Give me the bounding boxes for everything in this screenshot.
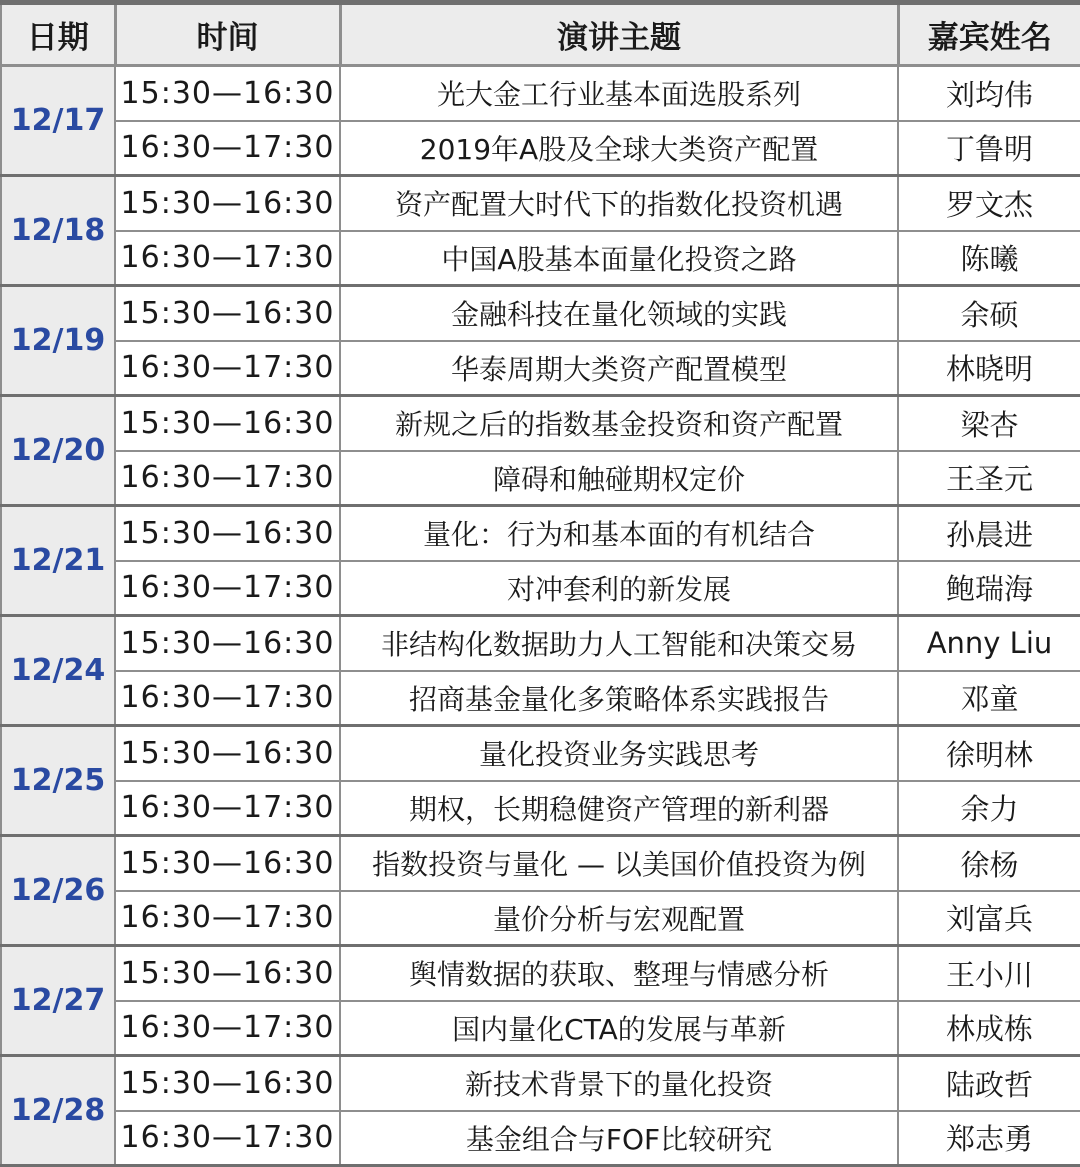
session-topic: 2019年A股及全球大类资产配置 <box>340 121 898 176</box>
table-row <box>1 561 1080 616</box>
table-row <box>1 396 1080 451</box>
session-speaker: 刘富兵 <box>898 891 1080 946</box>
session-topic: 资产配置大时代下的指数化投资机遇 <box>340 176 898 231</box>
session-speaker: Anny Liu <box>898 616 1080 671</box>
session-topic: 量化：行为和基本面的有机结合 <box>340 506 898 561</box>
session-speaker: 丁鲁明 <box>898 121 1080 176</box>
session-speaker: 梁杏 <box>898 396 1080 451</box>
table-row <box>1 891 1080 946</box>
table-row <box>1 286 1080 341</box>
session-topic: 新技术背景下的量化投资 <box>340 1056 898 1111</box>
header-date: 日期 <box>1 3 115 66</box>
session-date: 12/27 <box>1 946 115 1056</box>
table-row <box>1 726 1080 781</box>
session-time: 15:30—16:30 <box>115 1056 340 1111</box>
table-row <box>1 176 1080 231</box>
header-row <box>1 3 1080 66</box>
session-speaker: 孙晨进 <box>898 506 1080 561</box>
session-time: 15:30—16:30 <box>115 616 340 671</box>
session-topic: 非结构化数据助力人工智能和决策交易 <box>340 616 898 671</box>
table-row <box>1 671 1080 726</box>
session-time: 15:30—16:30 <box>115 286 340 341</box>
table-row <box>1 506 1080 561</box>
session-speaker: 郑志勇 <box>898 1111 1080 1166</box>
session-topic: 金融科技在量化领域的实践 <box>340 286 898 341</box>
session-time: 16:30—17:30 <box>115 121 340 176</box>
session-time: 16:30—17:30 <box>115 671 340 726</box>
table-row <box>1 121 1080 176</box>
table-row <box>1 66 1080 121</box>
session-topic: 指数投资与量化 — 以美国价值投资为例 <box>340 836 898 891</box>
session-speaker: 陆政哲 <box>898 1056 1080 1111</box>
table-row <box>1 231 1080 286</box>
schedule-header <box>1 3 1080 66</box>
session-time: 15:30—16:30 <box>115 176 340 231</box>
session-time: 16:30—17:30 <box>115 561 340 616</box>
session-date: 12/21 <box>1 506 115 616</box>
session-speaker: 余力 <box>898 781 1080 836</box>
table-row <box>1 1001 1080 1056</box>
table-row <box>1 451 1080 506</box>
session-speaker: 林晓明 <box>898 341 1080 396</box>
header-time: 时间 <box>115 3 340 66</box>
session-date: 12/25 <box>1 726 115 836</box>
session-time: 16:30—17:30 <box>115 891 340 946</box>
table-row <box>1 341 1080 396</box>
session-speaker: 罗文杰 <box>898 176 1080 231</box>
session-topic: 华泰周期大类资产配置模型 <box>340 341 898 396</box>
session-time: 15:30—16:30 <box>115 506 340 561</box>
session-date: 12/24 <box>1 616 115 726</box>
session-topic: 国内量化CTA的发展与革新 <box>340 1001 898 1056</box>
session-speaker: 鲍瑞海 <box>898 561 1080 616</box>
table-row <box>1 946 1080 1001</box>
table-row <box>1 781 1080 836</box>
session-speaker: 王圣元 <box>898 451 1080 506</box>
session-speaker: 余硕 <box>898 286 1080 341</box>
session-time: 15:30—16:30 <box>115 66 340 121</box>
session-speaker: 林成栋 <box>898 1001 1080 1056</box>
session-speaker: 王小川 <box>898 946 1080 1001</box>
table-row <box>1 1111 1080 1166</box>
header-speaker: 嘉宾姓名 <box>898 3 1080 66</box>
session-topic: 光大金工行业基本面选股系列 <box>340 66 898 121</box>
session-speaker: 邓童 <box>898 671 1080 726</box>
session-date: 12/18 <box>1 176 115 286</box>
table-row <box>1 836 1080 891</box>
session-speaker: 徐杨 <box>898 836 1080 891</box>
session-time: 15:30—16:30 <box>115 726 340 781</box>
session-topic: 期权，长期稳健资产管理的新利器 <box>340 781 898 836</box>
session-time: 15:30—16:30 <box>115 946 340 1001</box>
session-speaker: 刘均伟 <box>898 66 1080 121</box>
session-topic: 新规之后的指数基金投资和资产配置 <box>340 396 898 451</box>
session-topic: 中国A股基本面量化投资之路 <box>340 231 898 286</box>
session-topic: 招商基金量化多策略体系实践报告 <box>340 671 898 726</box>
table-row <box>1 616 1080 671</box>
session-time: 16:30—17:30 <box>115 341 340 396</box>
session-time: 16:30—17:30 <box>115 781 340 836</box>
session-date: 12/17 <box>1 66 115 176</box>
session-speaker: 陈曦 <box>898 231 1080 286</box>
session-time: 15:30—16:30 <box>115 396 340 451</box>
session-topic: 基金组合与FOF比较研究 <box>340 1111 898 1166</box>
session-date: 12/26 <box>1 836 115 946</box>
schedule-body <box>1 66 1080 1166</box>
session-date: 12/20 <box>1 396 115 506</box>
session-time: 16:30—17:30 <box>115 451 340 506</box>
session-date: 12/28 <box>1 1056 115 1166</box>
session-topic: 障碍和触碰期权定价 <box>340 451 898 506</box>
session-time: 16:30—17:30 <box>115 231 340 286</box>
table-row <box>1 1056 1080 1111</box>
session-date: 12/19 <box>1 286 115 396</box>
session-time: 15:30—16:30 <box>115 836 340 891</box>
session-time: 16:30—17:30 <box>115 1001 340 1056</box>
session-topic: 量化投资业务实践思考 <box>340 726 898 781</box>
session-topic: 舆情数据的获取、整理与情感分析 <box>340 946 898 1001</box>
session-topic: 对冲套利的新发展 <box>340 561 898 616</box>
session-speaker: 徐明林 <box>898 726 1080 781</box>
header-topic: 演讲主题 <box>340 3 898 66</box>
session-topic: 量价分析与宏观配置 <box>340 891 898 946</box>
session-time: 16:30—17:30 <box>115 1111 340 1166</box>
